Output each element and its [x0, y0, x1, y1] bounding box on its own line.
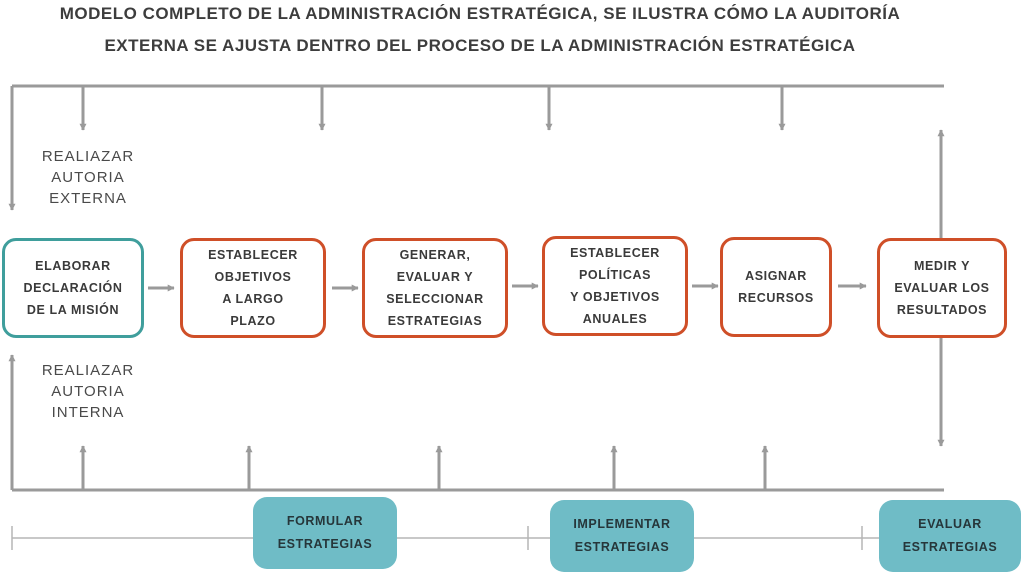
step-long-term-objectives: [180, 238, 326, 338]
step-allocate-resources: [720, 237, 832, 337]
step-long-term-objectives-text: ESTABLECER OBJETIVOS A LARGO PLAZO: [208, 248, 298, 328]
phase-formulate: FORMULAR ESTRATEGIAS: [253, 497, 397, 569]
step-measure-results-text: MEDIR Y EVALUAR LOS RESULTADOS: [894, 259, 990, 317]
title-line-1: MODELO COMPLETO DE LA ADMINISTRACIÓN ESTRATÉGICA, SE ILUSTRA CÓMO LA AUDITORÍA: [59, 4, 901, 23]
step-generate-strategies: [362, 238, 508, 338]
phase-evaluate: EVALUAR ESTRATEGIAS: [879, 500, 1021, 572]
step-mission-text: ELABORAR DECLARACIÓN DE LA MISIÓN: [23, 259, 123, 317]
step-mission: [2, 238, 144, 338]
step-generate-strategies-text: GENERAR, EVALUAR Y SELECCIONAR ESTRATEGIAS: [386, 248, 484, 328]
title-line-2: EXTERNA SE AJUSTA DENTRO DEL PROCESO DE LA ADMINISTRACIÓN ESTRATÉGICA: [104, 36, 856, 55]
internal-audit-label: REALIAZAR AUTORIA INTERNA: [41, 362, 135, 421]
step-policies-objectives: [542, 236, 688, 336]
phase-implement: IMPLEMENTAR ESTRATEGIAS: [550, 500, 694, 572]
external-audit-label: REALIAZAR AUTORIA EXTERNA: [41, 148, 135, 207]
step-policies-objectives-text: ESTABLECER POLÍTICAS Y OBJETIVOS ANUALES: [570, 246, 660, 326]
step-allocate-resources-text: ASIGNAR RECURSOS: [738, 269, 814, 305]
step-measure-results: [877, 238, 1007, 338]
